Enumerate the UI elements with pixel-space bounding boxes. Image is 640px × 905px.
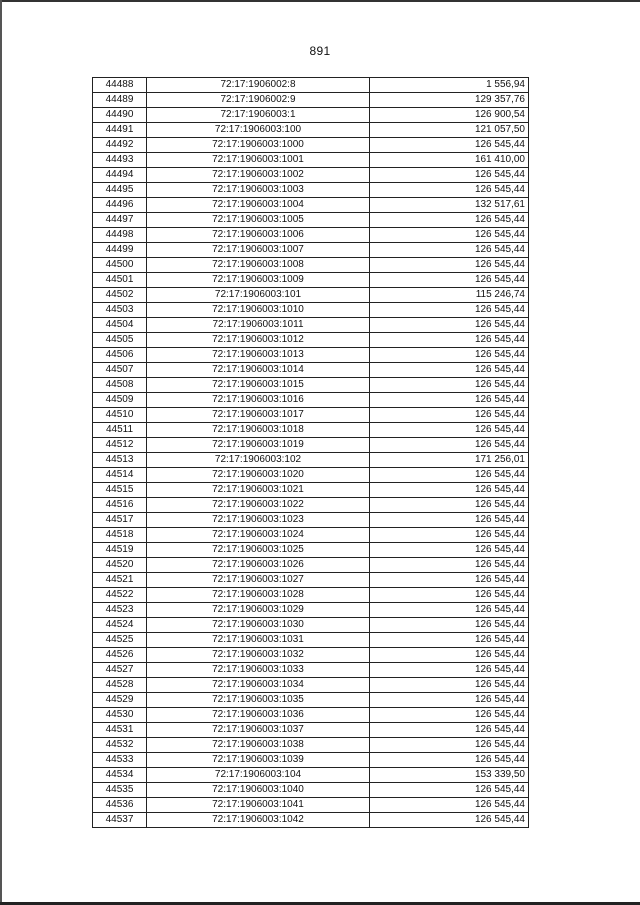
- row-number: 44497: [93, 213, 147, 228]
- row-number: 44488: [93, 78, 147, 93]
- cadastral-number: 72:17:1906003:1014: [147, 363, 370, 378]
- table-row: [93, 348, 529, 363]
- scan-left-edge: [0, 0, 2, 905]
- row-number: 44522: [93, 588, 147, 603]
- cadastral-number: 72:17:1906003:1029: [147, 603, 370, 618]
- table-row: [93, 648, 529, 663]
- cadastral-number: 72:17:1906003:1002: [147, 168, 370, 183]
- cadastral-number: 72:17:1906003:1016: [147, 393, 370, 408]
- cadastral-number: 72:17:1906002:8: [147, 78, 370, 93]
- cadastral-value: 126 545,44: [370, 378, 529, 393]
- cadastral-number: 72:17:1906003:1: [147, 108, 370, 123]
- cadastral-value: 126 545,44: [370, 663, 529, 678]
- table-row: [93, 93, 529, 108]
- row-number: 44536: [93, 798, 147, 813]
- table-row: [93, 333, 529, 348]
- cadastral-value: 126 545,44: [370, 603, 529, 618]
- cadastral-value: 126 545,44: [370, 798, 529, 813]
- cadastral-value: 171 256,01: [370, 453, 529, 468]
- cadastral-value: 126 545,44: [370, 753, 529, 768]
- row-number: 44519: [93, 543, 147, 558]
- cadastral-number: 72:17:1906003:100: [147, 123, 370, 138]
- table-row: [93, 198, 529, 213]
- table-row: [93, 78, 529, 93]
- row-number: 44524: [93, 618, 147, 633]
- cadastral-value: 126 545,44: [370, 588, 529, 603]
- cadastral-number: 72:17:1906003:1025: [147, 543, 370, 558]
- cadastral-value: 126 545,44: [370, 393, 529, 408]
- row-number: 44518: [93, 528, 147, 543]
- cadastral-number: 72:17:1906003:1042: [147, 813, 370, 828]
- cadastral-value: 126 545,44: [370, 408, 529, 423]
- cadastral-number: 72:17:1906003:1028: [147, 588, 370, 603]
- row-number: 44520: [93, 558, 147, 573]
- row-number: 44499: [93, 243, 147, 258]
- cadastral-value: 132 517,61: [370, 198, 529, 213]
- cadastral-value: 126 545,44: [370, 813, 529, 828]
- row-number: 44505: [93, 333, 147, 348]
- cadastral-value: 126 545,44: [370, 483, 529, 498]
- row-number: 44504: [93, 318, 147, 333]
- cadastral-value: 126 545,44: [370, 738, 529, 753]
- row-number: 44492: [93, 138, 147, 153]
- cadastral-number: 72:17:1906003:104: [147, 768, 370, 783]
- cadastral-value: 126 545,44: [370, 243, 529, 258]
- cadastral-value: 126 545,44: [370, 513, 529, 528]
- cadastral-value: 126 545,44: [370, 618, 529, 633]
- row-number: 44516: [93, 498, 147, 513]
- cadastral-number: 72:17:1906003:1021: [147, 483, 370, 498]
- cadastral-value: 126 545,44: [370, 423, 529, 438]
- table-row: [93, 663, 529, 678]
- row-number: 44498: [93, 228, 147, 243]
- table-row: [93, 288, 529, 303]
- cadastral-value: 126 545,44: [370, 213, 529, 228]
- page-number: 891: [309, 44, 331, 58]
- cadastral-number: 72:17:1906003:1037: [147, 723, 370, 738]
- cadastral-value: 126 545,44: [370, 693, 529, 708]
- cadastral-number: 72:17:1906003:1001: [147, 153, 370, 168]
- cadastral-number: 72:17:1906003:1031: [147, 633, 370, 648]
- cadastral-number: 72:17:1906003:1003: [147, 183, 370, 198]
- row-number: 44523: [93, 603, 147, 618]
- row-number: 44510: [93, 408, 147, 423]
- cadastral-number: 72:17:1906003:1013: [147, 348, 370, 363]
- table-row: [93, 678, 529, 693]
- cadastral-value: 126 545,44: [370, 348, 529, 363]
- table-row: [93, 618, 529, 633]
- table-row: [93, 123, 529, 138]
- row-number: 44496: [93, 198, 147, 213]
- table-row: [93, 528, 529, 543]
- row-number: 44508: [93, 378, 147, 393]
- cadastral-value: 126 545,44: [370, 498, 529, 513]
- table-row: [93, 453, 529, 468]
- row-number: 44500: [93, 258, 147, 273]
- table-row: [93, 558, 529, 573]
- cadastral-value: 121 057,50: [370, 123, 529, 138]
- cadastral-number: 72:17:1906003:1034: [147, 678, 370, 693]
- table-row: [93, 633, 529, 648]
- table-row: [93, 438, 529, 453]
- row-number: 44537: [93, 813, 147, 828]
- cadastral-number: 72:17:1906003:1032: [147, 648, 370, 663]
- cadastral-number: 72:17:1906003:1023: [147, 513, 370, 528]
- row-number: 44509: [93, 393, 147, 408]
- cadastral-value: 126 545,44: [370, 183, 529, 198]
- cadastral-value: 1 556,94: [370, 78, 529, 93]
- table-row: [93, 483, 529, 498]
- table-row: [93, 258, 529, 273]
- cadastral-value: 126 545,44: [370, 273, 529, 288]
- table-row: [93, 153, 529, 168]
- cadastral-value: 129 357,76: [370, 93, 529, 108]
- cadastral-number: 72:17:1906003:101: [147, 288, 370, 303]
- cadastral-number: 72:17:1906003:1010: [147, 303, 370, 318]
- table-row: [93, 813, 529, 828]
- table-row: [93, 228, 529, 243]
- row-number: 44515: [93, 483, 147, 498]
- table-row: [93, 603, 529, 618]
- table-row: [93, 693, 529, 708]
- cadastral-value: 126 545,44: [370, 363, 529, 378]
- table-row: [93, 708, 529, 723]
- cadastral-value: 126 545,44: [370, 228, 529, 243]
- cadastral-number: 72:17:1906003:1020: [147, 468, 370, 483]
- table-row: [93, 213, 529, 228]
- cadastral-number: 72:17:1906003:1000: [147, 138, 370, 153]
- row-number: 44495: [93, 183, 147, 198]
- table-row: [93, 378, 529, 393]
- cadastral-number: 72:17:1906003:1035: [147, 693, 370, 708]
- cadastral-number: 72:17:1906003:1008: [147, 258, 370, 273]
- cadastral-number: 72:17:1906003:1039: [147, 753, 370, 768]
- row-number: 44517: [93, 513, 147, 528]
- row-number: 44529: [93, 693, 147, 708]
- cadastral-number: 72:17:1906003:1017: [147, 408, 370, 423]
- scan-top-edge: [0, 0, 640, 2]
- table-body: [93, 78, 529, 828]
- table-row: [93, 138, 529, 153]
- cadastral-value: 126 545,44: [370, 783, 529, 798]
- row-number: 44531: [93, 723, 147, 738]
- row-number: 44525: [93, 633, 147, 648]
- table-row: [93, 108, 529, 123]
- cadastral-value: 126 545,44: [370, 648, 529, 663]
- row-number: 44528: [93, 678, 147, 693]
- row-number: 44535: [93, 783, 147, 798]
- cadastral-number: 72:17:1906003:1024: [147, 528, 370, 543]
- cadastral-number: 72:17:1906003:1026: [147, 558, 370, 573]
- cadastral-value: 126 900,54: [370, 108, 529, 123]
- cadastral-number: 72:17:1906002:9: [147, 93, 370, 108]
- cadastral-value: 126 545,44: [370, 438, 529, 453]
- cadastral-value: 153 339,50: [370, 768, 529, 783]
- cadastral-value: 126 545,44: [370, 333, 529, 348]
- table-row: [93, 318, 529, 333]
- cadastral-number: 72:17:1906003:1022: [147, 498, 370, 513]
- table-row: [93, 543, 529, 558]
- row-number: 44521: [93, 573, 147, 588]
- table-row: [93, 393, 529, 408]
- table-row: [93, 513, 529, 528]
- cadastral-value: 126 545,44: [370, 258, 529, 273]
- cadastral-value: 126 545,44: [370, 303, 529, 318]
- row-number: 44530: [93, 708, 147, 723]
- cadastral-number: 72:17:1906003:1038: [147, 738, 370, 753]
- row-number: 44503: [93, 303, 147, 318]
- row-number: 44501: [93, 273, 147, 288]
- row-number: 44527: [93, 663, 147, 678]
- cadastral-value: 126 545,44: [370, 708, 529, 723]
- cadastral-value: 126 545,44: [370, 528, 529, 543]
- cadastral-number: 72:17:1906003:1011: [147, 318, 370, 333]
- table-row: [93, 588, 529, 603]
- row-number: 44511: [93, 423, 147, 438]
- table-row: [93, 243, 529, 258]
- table-row: [93, 798, 529, 813]
- cadastral-value: 115 246,74: [370, 288, 529, 303]
- cadastral-number: 72:17:1906003:1040: [147, 783, 370, 798]
- cadastral-value: 161 410,00: [370, 153, 529, 168]
- cadastral-number: 72:17:1906003:1041: [147, 798, 370, 813]
- table-row: [93, 168, 529, 183]
- row-number: 44490: [93, 108, 147, 123]
- cadastral-value: 126 545,44: [370, 678, 529, 693]
- table-row: [93, 303, 529, 318]
- row-number: 44532: [93, 738, 147, 753]
- row-number: 44489: [93, 93, 147, 108]
- cadastral-number: 72:17:1906003:1004: [147, 198, 370, 213]
- cadastral-number: 72:17:1906003:1027: [147, 573, 370, 588]
- cadastral-value: 126 545,44: [370, 723, 529, 738]
- cadastral-value: 126 545,44: [370, 543, 529, 558]
- cadastral-number: 72:17:1906003:1006: [147, 228, 370, 243]
- cadastral-number: 72:17:1906003:1015: [147, 378, 370, 393]
- cadastral-value: 126 545,44: [370, 318, 529, 333]
- table-row: [93, 738, 529, 753]
- table-row: [93, 408, 529, 423]
- table-row: [93, 768, 529, 783]
- cadastral-number: 72:17:1906003:1005: [147, 213, 370, 228]
- table-row: [93, 783, 529, 798]
- row-number: 44502: [93, 288, 147, 303]
- cadastral-number: 72:17:1906003:1019: [147, 438, 370, 453]
- cadastral-number: 72:17:1906003:1030: [147, 618, 370, 633]
- cadastral-value: 126 545,44: [370, 633, 529, 648]
- row-number: 44512: [93, 438, 147, 453]
- table-row: [93, 363, 529, 378]
- row-number: 44493: [93, 153, 147, 168]
- cadastral-number: 72:17:1906003:1018: [147, 423, 370, 438]
- row-number: 44506: [93, 348, 147, 363]
- cadastral-value: 126 545,44: [370, 138, 529, 153]
- cadastral-number: 72:17:1906003:102: [147, 453, 370, 468]
- cadastral-number: 72:17:1906003:1033: [147, 663, 370, 678]
- table-row: [93, 423, 529, 438]
- table-row: [93, 498, 529, 513]
- table-row: [93, 753, 529, 768]
- cadastral-number: 72:17:1906003:1007: [147, 243, 370, 258]
- cadastral-value: 126 545,44: [370, 468, 529, 483]
- table-row: [93, 468, 529, 483]
- cadastral-number: 72:17:1906003:1009: [147, 273, 370, 288]
- table-row: [93, 573, 529, 588]
- cadastral-value: 126 545,44: [370, 168, 529, 183]
- cadastral-number: 72:17:1906003:1036: [147, 708, 370, 723]
- row-number: 44526: [93, 648, 147, 663]
- row-number: 44513: [93, 453, 147, 468]
- cadastral-value: 126 545,44: [370, 573, 529, 588]
- row-number: 44514: [93, 468, 147, 483]
- table-row: [93, 183, 529, 198]
- cadastral-number: 72:17:1906003:1012: [147, 333, 370, 348]
- row-number: 44534: [93, 768, 147, 783]
- row-number: 44533: [93, 753, 147, 768]
- row-number: 44491: [93, 123, 147, 138]
- table-row: [93, 273, 529, 288]
- row-number: 44507: [93, 363, 147, 378]
- cadastral-value: 126 545,44: [370, 558, 529, 573]
- cadastral-value-table: [92, 77, 529, 828]
- table-row: [93, 723, 529, 738]
- row-number: 44494: [93, 168, 147, 183]
